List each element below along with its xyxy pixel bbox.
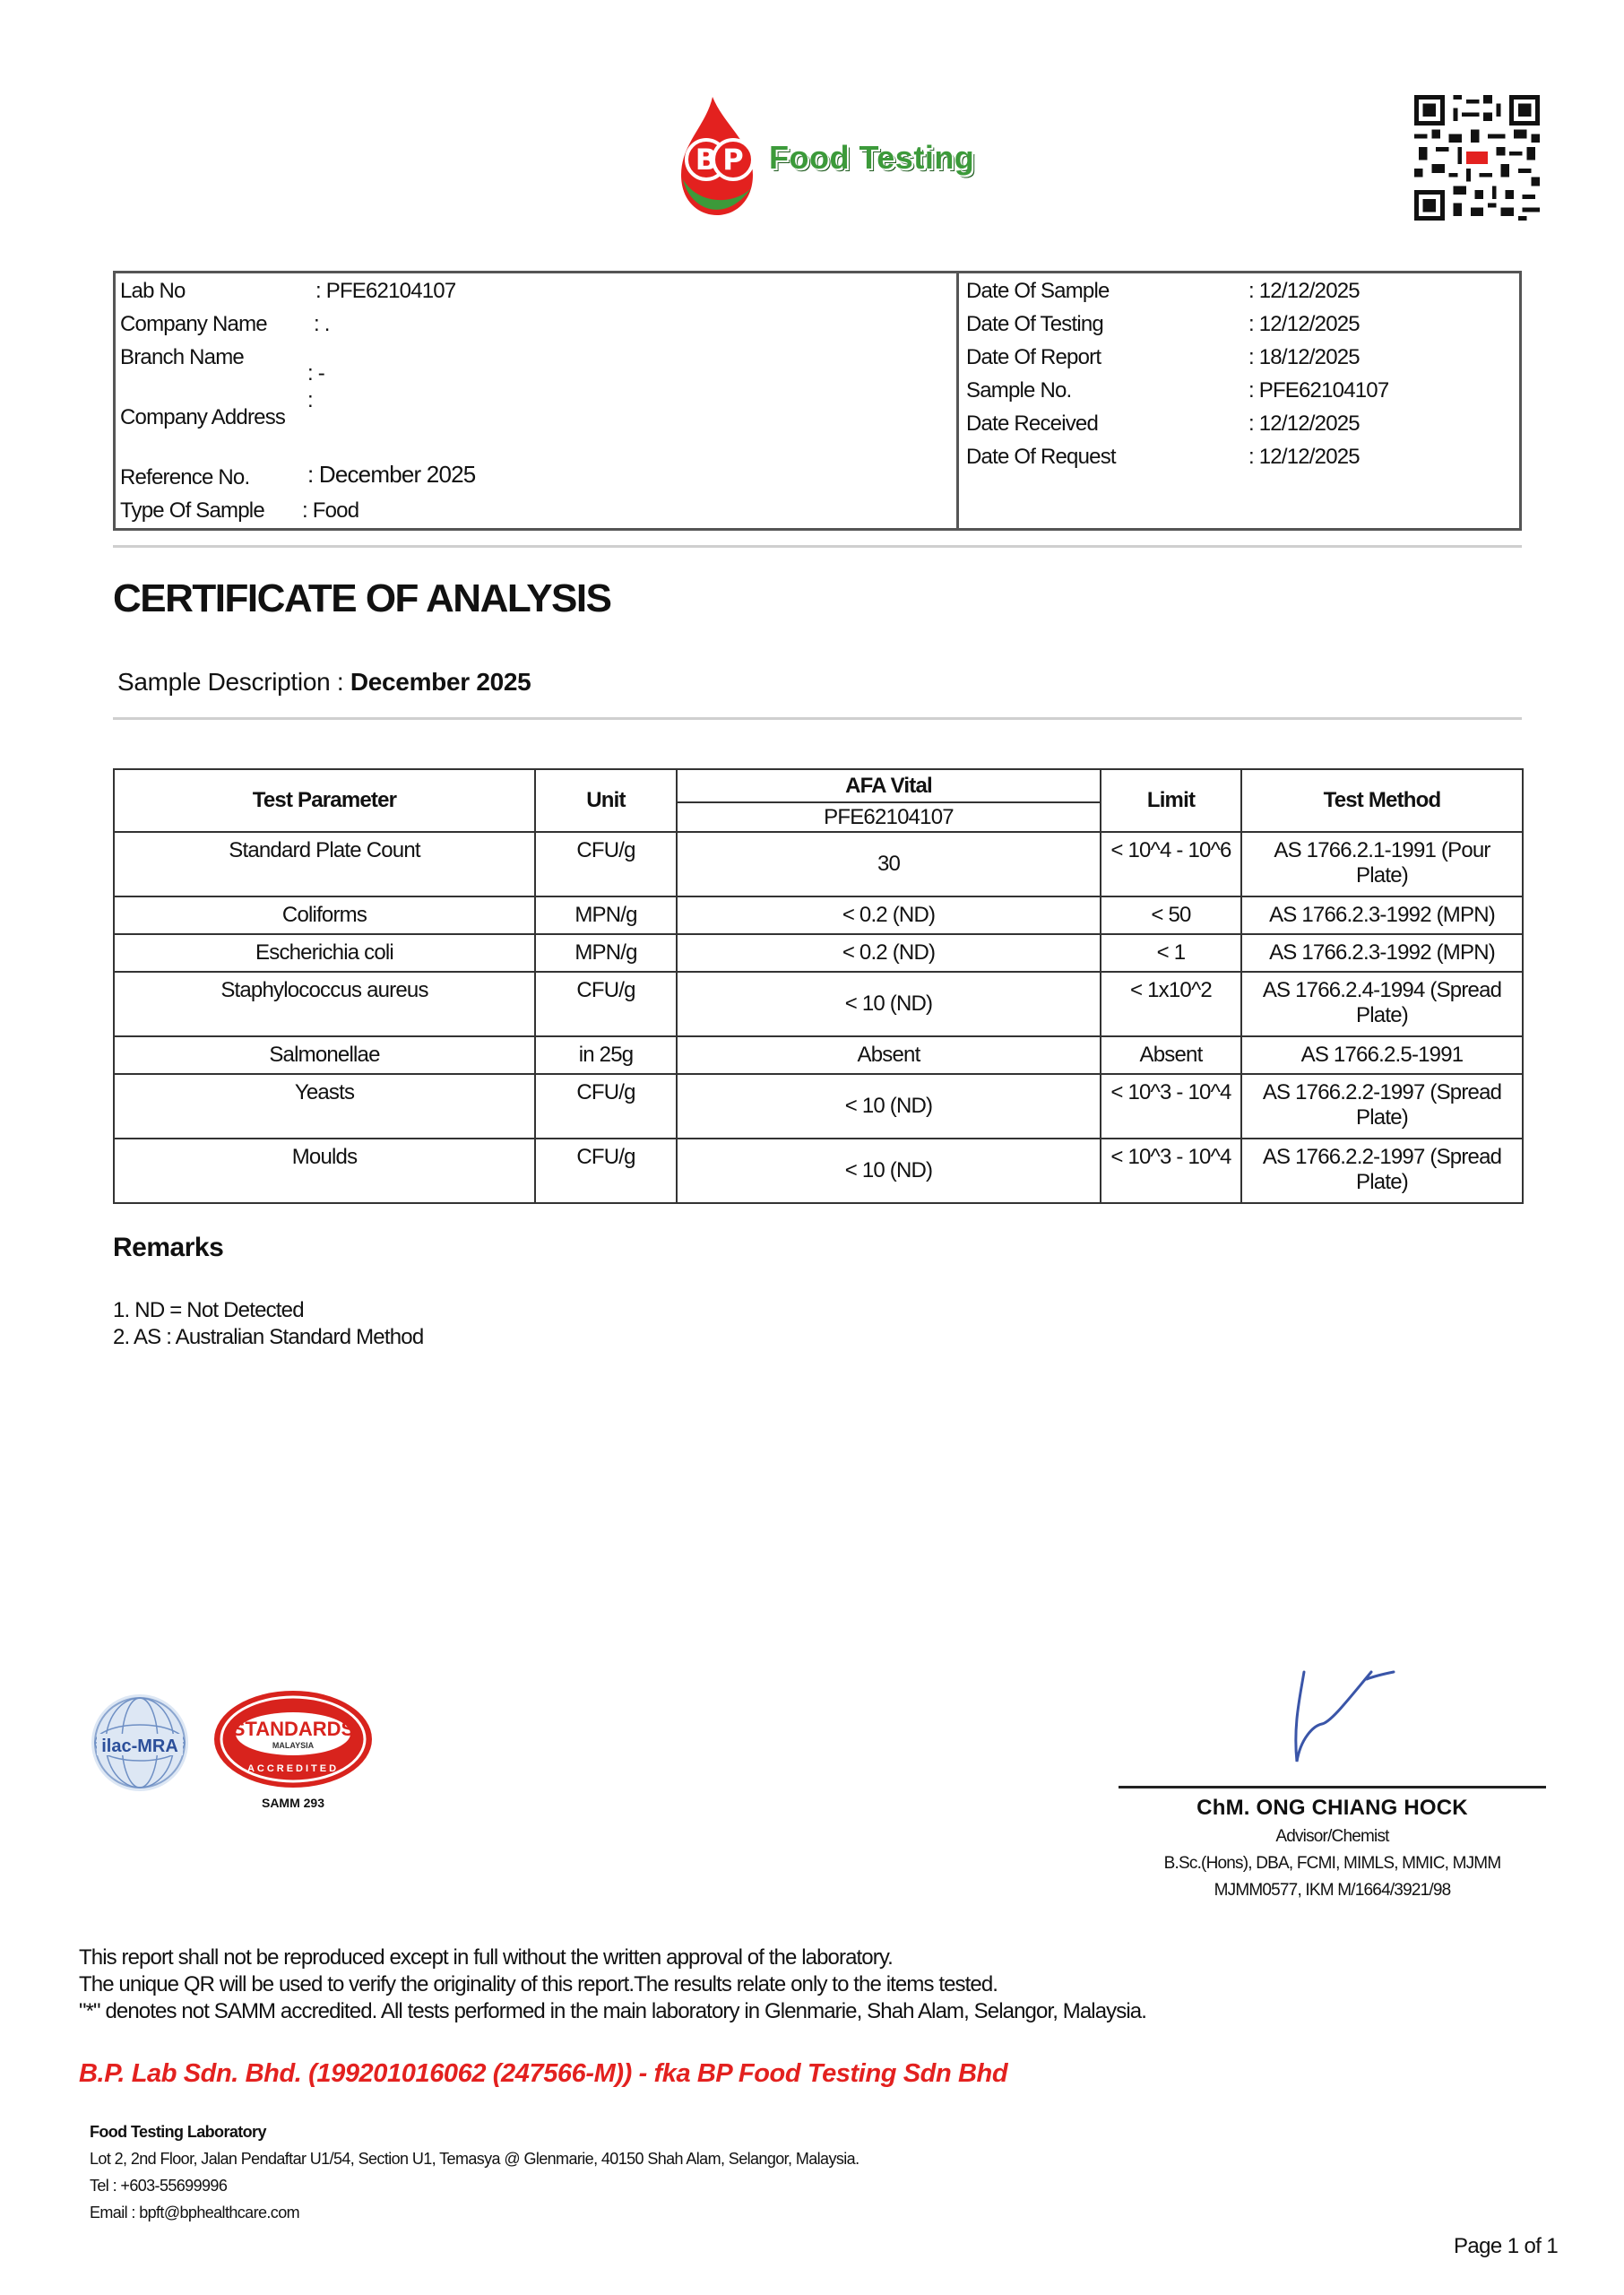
logo-letter-b: B (695, 143, 718, 177)
table-row (114, 1139, 1523, 1203)
cell-limit: < 50 (1101, 896, 1241, 934)
cell-limit: < 10^4 - 10^6 (1101, 832, 1241, 896)
cell-parameter: Escherichia coli (114, 934, 535, 972)
address-tel: Tel : +603-55699996 (90, 2177, 228, 2195)
cell-parameter: Coliforms (114, 896, 535, 934)
table-row (114, 1074, 1523, 1139)
cell-result: < 0.2 (ND) (677, 934, 1101, 972)
cell-unit: CFU/g (535, 832, 677, 896)
address-email[interactable]: Email : bpft@bphealthcare.com (90, 2204, 299, 2221)
cell-limit: < 1 (1101, 934, 1241, 972)
company-name-label: Company Name (120, 312, 267, 336)
sample-no-label: Sample No. (966, 378, 1072, 403)
cell-unit: MPN/g (535, 896, 677, 934)
table-row (114, 934, 1523, 972)
date-of-sample-value: : 12/12/2025 (1248, 279, 1360, 303)
date-received-value: : 12/12/2025 (1248, 411, 1360, 436)
page-title: CERTIFICATE OF ANALYSIS (113, 576, 611, 620)
remark-item: 2. AS : Australian Standard Method (113, 1325, 424, 1349)
cell-method: AS 1766.2.2-1997 (Spread Plate) (1241, 1074, 1523, 1139)
cell-result: Absent (677, 1036, 1101, 1074)
cell-method: AS 1766.2.3-1992 (MPN) (1241, 934, 1523, 972)
divider (113, 545, 1522, 548)
branch-name-label: Branch Name (120, 345, 244, 369)
footer-note: "*" denotes not SAMM accredited. All tests performed in the main laboratory in Glenmarie, Shah Alam, Selangor, Malaysia. (79, 1999, 1147, 2023)
signatory-name: ChM. ONG CHIANG HOCK (1196, 1796, 1468, 1820)
divider (113, 717, 1522, 720)
date-of-report-value: : 18/12/2025 (1248, 345, 1360, 369)
reference-no-value: : December 2025 (307, 461, 476, 488)
sample-description (117, 668, 531, 697)
cell-unit: MPN/g (535, 934, 677, 972)
date-of-report-label: Date Of Report (966, 345, 1101, 369)
cell-result: < 10 (ND) (677, 1139, 1101, 1203)
signatory-registration: MJMM0577, IKM M/1664/3921/98 (1214, 1881, 1451, 1900)
cell-result: 30 (677, 832, 1101, 896)
info-box-divider (956, 271, 959, 531)
logo-text: Food Testing (769, 139, 975, 176)
type-of-sample-value: : Food (302, 498, 359, 523)
samm-number: SAMM 293 (261, 1796, 325, 1810)
cell-limit: < 10^3 - 10^4 (1101, 1139, 1241, 1203)
standards-sub: MALAYSIA (272, 1741, 315, 1750)
date-of-request-value: : 12/12/2025 (1248, 445, 1360, 469)
cell-parameter: Yeasts (114, 1074, 535, 1139)
ilac-text: ilac-MRA (101, 1736, 178, 1756)
lab-no-value: : PFE62104107 (315, 279, 456, 303)
company-name-value: : . (314, 312, 330, 336)
company-address-value: : (307, 388, 313, 412)
cell-method: AS 1766.2.4-1994 (Spread Plate) (1241, 972, 1523, 1036)
sample-no-value: : PFE62104107 (1248, 378, 1389, 403)
cell-parameter: Salmonellae (114, 1036, 535, 1074)
signature (1250, 1654, 1430, 1771)
table-row (114, 972, 1523, 1036)
company-line: B.P. Lab Sdn. Bhd. (199201016062 (247566-M)) - fka BP Food Testing Sdn Bhd (79, 2059, 1008, 2088)
table-row (114, 1036, 1523, 1074)
cell-result: < 10 (ND) (677, 1074, 1101, 1139)
header-test-parameter: Test Parameter (114, 769, 535, 832)
type-of-sample-label: Type Of Sample (120, 498, 264, 523)
header-limit: Limit (1101, 769, 1241, 832)
header-sample-name: AFA Vital (677, 769, 1101, 802)
qr-code-icon[interactable] (1414, 95, 1540, 221)
cell-limit: Absent (1101, 1036, 1241, 1074)
cell-method: AS 1766.2.2-1997 (Spread Plate) (1241, 1139, 1523, 1203)
date-of-request-label: Date Of Request (966, 445, 1116, 469)
standards-text: STANDARDS (231, 1718, 355, 1740)
ilac-mra-logo (90, 1693, 190, 1793)
remark-item: 1. ND = Not Detected (113, 1298, 304, 1322)
cell-method: AS 1766.2.5-1991 (1241, 1036, 1523, 1074)
cell-unit: in 25g (535, 1036, 677, 1074)
cell-parameter: Staphylococcus aureus (114, 972, 535, 1036)
date-of-testing-value: : 12/12/2025 (1248, 312, 1360, 336)
date-of-testing-label: Date Of Testing (966, 312, 1103, 336)
signatory-qualifications: B.Sc.(Hons), DBA, FCMI, MIMLS, MMIC, MJMM (1163, 1854, 1501, 1873)
signatory-role: Advisor/Chemist (1275, 1827, 1389, 1846)
cell-parameter: Moulds (114, 1139, 535, 1203)
table-row (114, 896, 1523, 934)
header-unit: Unit (535, 769, 677, 832)
header-test-method: Test Method (1241, 769, 1523, 832)
cell-result: < 10 (ND) (677, 972, 1101, 1036)
date-received-label: Date Received (966, 411, 1099, 436)
cell-unit: CFU/g (535, 1074, 677, 1139)
table-row (114, 832, 1523, 896)
remarks-title: Remarks (113, 1233, 224, 1262)
cell-limit: < 1x10^2 (1101, 972, 1241, 1036)
results-table (113, 768, 1524, 1204)
page-number: Page 1 of 1 (1454, 2234, 1559, 2258)
logo-letter-p: P (722, 143, 744, 177)
reference-no-label: Reference No. (120, 465, 250, 489)
cell-limit: < 10^3 - 10^4 (1101, 1074, 1241, 1139)
footer-note: The unique QR will be used to verify the originality of this report.The results relate only to the items tested. (79, 1972, 998, 1996)
cell-unit: CFU/g (535, 1139, 677, 1203)
date-of-sample-label: Date Of Sample (966, 279, 1110, 303)
company-address-label: Company Address (120, 405, 286, 429)
sample-description-label: Sample Description : (117, 668, 344, 696)
cell-unit: CFU/g (535, 972, 677, 1036)
address-line: Lot 2, 2nd Floor, Jalan Pendaftar U1/54, Section U1, Temasya @ Glenmarie, 40150 Shah Alam, Selangor, Malaysia. (90, 2150, 860, 2168)
sample-description-value: December 2025 (350, 668, 531, 696)
cell-method: AS 1766.2.1-1991 (Pour Plate) (1241, 832, 1523, 896)
cell-result: < 0.2 (ND) (677, 896, 1101, 934)
address-title: Food Testing Laboratory (90, 2123, 266, 2141)
standards-malaysia-logo (208, 1687, 378, 1813)
footer-note: This report shall not be reproduced except in full without the written approval of the laboratory. (79, 1945, 893, 1970)
lab-no-label: Lab No (120, 279, 186, 303)
signature-line (1119, 1786, 1546, 1788)
cell-parameter: Standard Plate Count (114, 832, 535, 896)
branch-name-value: : - (307, 361, 324, 385)
standards-ring: ACCREDITED (246, 1763, 340, 1774)
header-sample-id: PFE62104107 (677, 802, 1101, 832)
cell-method: AS 1766.2.3-1992 (MPN) (1241, 896, 1523, 934)
